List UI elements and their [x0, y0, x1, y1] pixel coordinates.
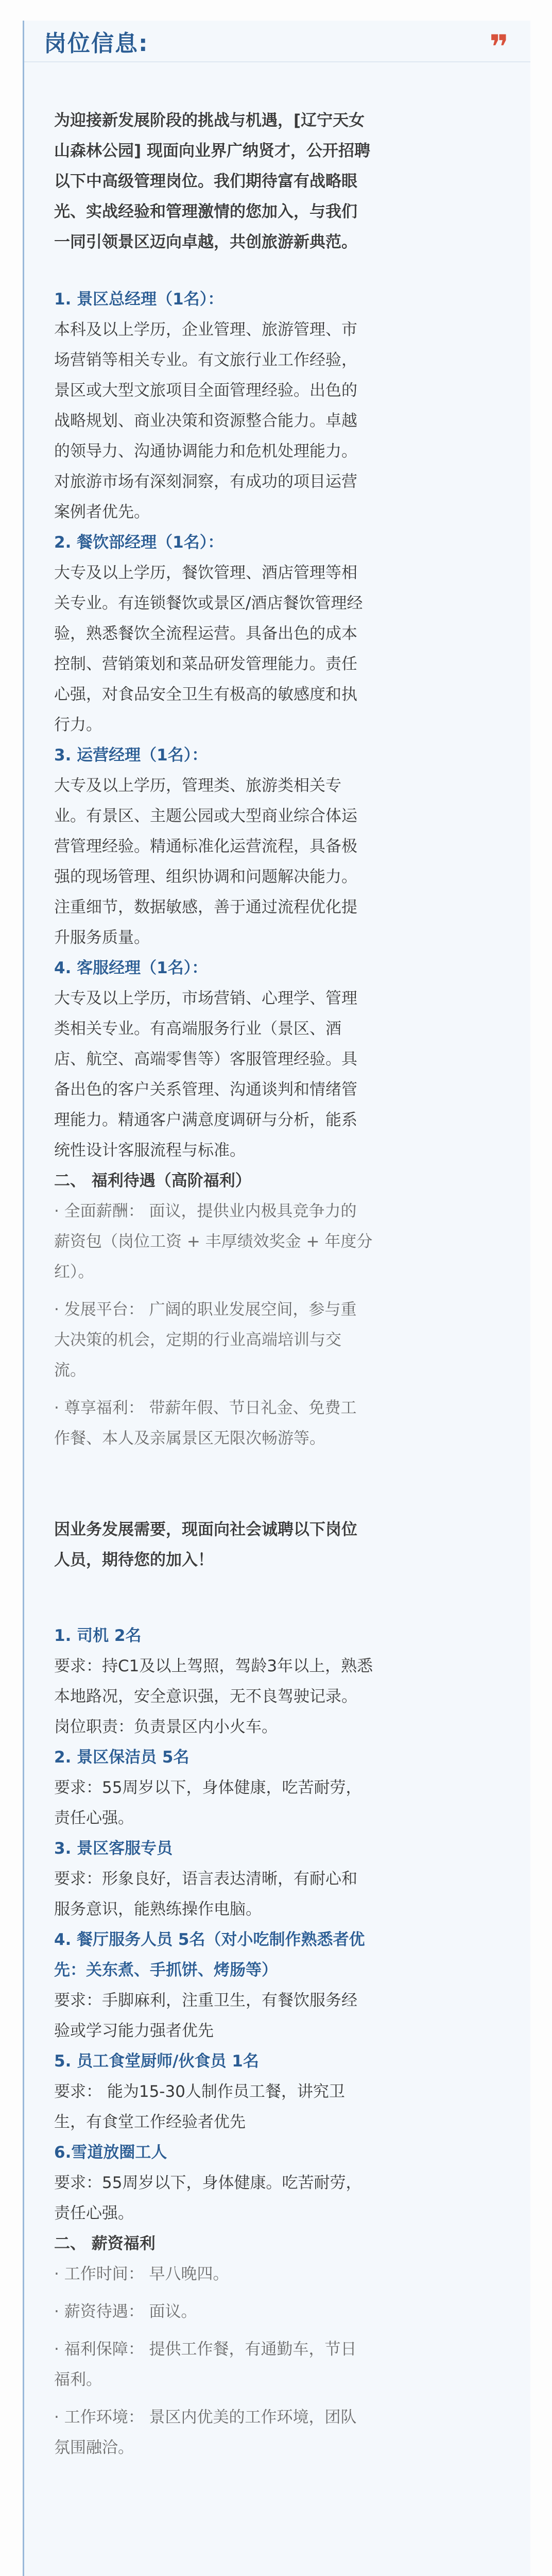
position-driver: 1. 司机 2名 要求：持C1及以上驾照，驾龄3年以上，熟悉 本地路况，安全意识强，无不良驾驶记录。 岗位职责：负责景区内小火车。 [54, 1621, 501, 1742]
job-title: 1. 景区总经理（1名）： [54, 290, 224, 309]
position-ski-worker: 6.雪道放圈工人 要求：55周岁以下，身体健康。吃苦耐劳， 责任心强。 [54, 2138, 501, 2229]
job-operations-manager: 3. 运营经理（1名）： 大专及以上学历，管理类、旅游类相关专 业。有景区、主题公园或大型商业综合体运 营管理经验。精通标准化运营流程，具备极 强的现场管理、组织协调和问题解决能力。 注重细节，数据敏感，善于通过流程优化提 升服务质量。 [54, 740, 501, 953]
recruit-intro: 因业务发展需要，现面向社会诚聘以下岗位 人员，期待您的加入！ [54, 1520, 357, 1569]
position-restaurant-staff: 4. 餐厅服务人员 5名（对小吃制作熟悉者优 先：关东煮、手抓饼、烤肠等） 要求：手脚麻利，注重卫生，有餐饮服务经 验或学习能力强者优先 [54, 1925, 501, 2046]
salary-block: 二、 薪资福利 · 工作时间： 早八晚四。 · 薪资待遇： 面议。 · 福利保障： 提供工作餐，有通勤车，节日 福利。 · 工作环境： 景区内优美的工作环境，团队 氛围融洽。 [54, 2229, 501, 2463]
job-general-manager: 1. 景区总经理（1名）： 本科及以上学历，企业管理、旅游管理、市 场营销等相关专业。有文旅行业工作经验， 景区或大型文旅项目全面管理经验。出色的 战略规划、商业决策和资源整合能力。卓越 的领导力、沟通协调能力和危机处理能力。 对旅游市场有深刻洞察，有成功的项目运营 案例者优先。 [54, 284, 501, 528]
job-title: 2. 餐饮部经理（1名）： [54, 533, 224, 552]
position-title: 6.雪道放圈工人 [54, 2143, 167, 2162]
position-cleaner: 2. 景区保洁员 5名 要求：55周岁以下，身体健康，吃苦耐劳， 责任心强。 [54, 1742, 501, 1834]
position-title: 3. 景区客服专员 [54, 1839, 173, 1858]
position-title: 4. 餐厅服务人员 5名（对小吃制作熟悉者优 [54, 1930, 365, 1949]
job-info-body [24, 62, 530, 2463]
job-info-section [23, 21, 530, 2576]
position-title: 5. 员工食堂厨师/伙食员 1名 [54, 2052, 259, 2071]
job-title: 3. 运营经理（1名）： [54, 746, 208, 765]
job-customer-service-manager: 4. 客服经理（1名）： 大专及以上学历，市场营销、心理学、管理 类相关专业。有高端服务行业（景区、酒 店、航空、高端零售等）客服管理经验。具 备出色的客户关系管理、沟通谈判和情绪管 理能力。精通客户满意度调研与分析，能系 统性设计客服流程与标准。 [54, 953, 501, 1166]
intro-paragraph: 为迎接新发展阶段的挑战与机遇，[辽宁天女 山森林公园] 现面向业界广纳贤才，公开招聘 以下中高级管理岗位。我们期待富有战略眼 光、实战经验和管理激情的您加入，与我们 一同引领景区迈向卓越，共创旅游新典范。 [54, 111, 370, 251]
job-info-title: 岗位信息: [44, 30, 149, 57]
position-cook: 5. 员工食堂厨师/伙食员 1名 要求： 能为15-30人制作员工餐，讲究卫 生，有食堂工作经验者优先 [54, 2046, 501, 2138]
job-title: 4. 客服经理（1名）： [54, 959, 208, 977]
position-title-cont: 先：关东煮、手抓饼、烤肠等） [54, 1961, 278, 1979]
job-catering-manager: 2. 餐饮部经理（1名）： 大专及以上学历，餐饮管理、酒店管理等相 关专业。有连锁餐饮或景区/酒店餐饮管理经 验，熟悉餐饮全流程运营。具备出色的成本 控制、营销策划和菜品研发管理能力。责任 心强，对食品安全卫生有极高的敏感度和执 行力。 [54, 528, 501, 740]
position-service-specialist: 3. 景区客服专员 要求：形象良好，语言表达清晰，有耐心和 服务意识，能熟练操作电脑。 [54, 1834, 501, 1925]
position-title: 2. 景区保洁员 5名 [54, 1748, 189, 1767]
position-title: 1. 司机 2名 [54, 1626, 142, 1645]
quote-icon: ❞ [489, 28, 509, 66]
job-info-header [24, 21, 530, 66]
benefits-title: 二、 福利待遇（高阶福利） [54, 1172, 251, 1190]
benefits-block: 二、 福利待遇（高阶福利） · 全面薪酬： 面议，提供业内极具竞争力的 薪资包（岗位工资 + 丰厚绩效奖金 + 年度分 红）。 · 发展平台： 广阔的职业发展空间，参与重 大决策的机会，定期的行业高端培训与交 流。 · 尊享福利： 带薪年假、节日礼金、免费工 作餐、本人及亲属景区无限次畅游等。 [54, 1166, 501, 1454]
salary-title: 二、 薪资福利 [54, 2234, 156, 2253]
